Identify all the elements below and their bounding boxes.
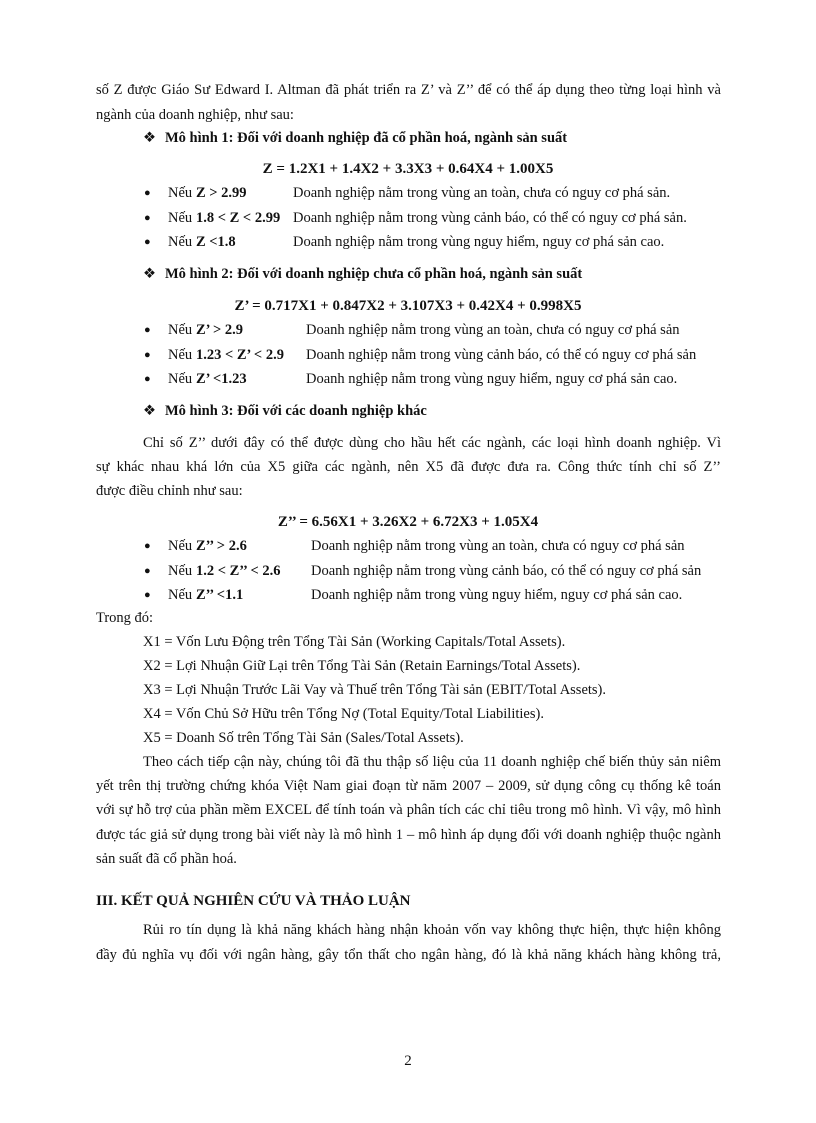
variable-definition: X3 = Lợi Nhuận Trước Lãi Vay và Thuế trên Tổng Tài sản (EBIT/Total Assets). [143, 682, 607, 698]
condition-text: Doanh nghiệp nằm trong vùng an toàn, chưa có nguy cơ phá sản. [293, 185, 671, 201]
model-2-formula: Z’ = 0.717X1 + 0.847X2 + 3.107X3 + 0.42X4 + 0.998X5 [234, 298, 582, 314]
model-2-heading-text: Mô hình 2: Đối với doanh nghiệp chưa cổ phần hoá, ngành sản suất [165, 266, 583, 282]
condition-prefix: Nếu [168, 347, 193, 363]
model-1-heading-text: Mô hình 1: Đối với doanh nghiệp đã cổ phần hoá, ngành sản suất [165, 130, 568, 146]
condition-prefix: Nếu [168, 322, 193, 338]
diamond-bullet-icon: ❖ [143, 403, 156, 419]
model-2-heading [143, 264, 768, 284]
condition-expression: Z’ > 2.9 [196, 322, 244, 338]
bullet-icon: ● [144, 540, 151, 552]
condition-expression: 1.2 < Z’’ < 2.6 [196, 563, 281, 579]
section-3-line-2: đầy đủ nghĩa vụ đối với ngân hàng, gây tổn thất cho ngân hàng, đó là khả năng khách hàng không trả, [96, 947, 721, 963]
condition-prefix: Nếu [168, 587, 193, 603]
bullet-icon: ● [144, 324, 151, 336]
bullet-icon: ● [144, 589, 151, 601]
bullet-icon: ● [144, 565, 151, 577]
diamond-bullet-icon: ❖ [143, 266, 156, 282]
section-3-heading: III. KẾT QUẢ NGHIÊN CỨU VÀ THẢO LUẬN [96, 893, 411, 909]
model-3-formula: Z’’ = 6.56X1 + 3.26X2 + 6.72X3 + 1.05X4 [277, 514, 539, 530]
condition-text: Doanh nghiệp nằm trong vùng an toàn, chưa có nguy cơ phá sản [311, 538, 685, 554]
condition-prefix: Nếu [168, 371, 193, 387]
model-3-paragraph-line-2: sự khác nhau khá lớn của X5 giữa các ngành, nên X5 đã được đưa ra. Công thức tính chỉ số Z’’ [96, 459, 721, 475]
bullet-icon: ● [144, 187, 151, 199]
bullet-icon: ● [144, 373, 151, 385]
approach-line-3: với sự hỗ trợ của phần mềm EXCEL để tính toán và phân tích các chỉ tiêu trong mô hình. Vì vậy, mô hình [96, 802, 721, 818]
model-1-heading [143, 128, 768, 148]
condition-prefix: Nếu [168, 538, 193, 554]
condition-expression: Z’ <1.23 [196, 371, 247, 387]
condition-prefix: Nếu [168, 563, 193, 579]
condition-text: Doanh nghiệp nằm trong vùng cảnh báo, có thể có nguy cơ phá sản. [293, 210, 687, 226]
bullet-icon: ● [144, 212, 151, 224]
model-3-heading [143, 401, 768, 421]
approach-line-1: Theo cách tiếp cận này, chúng tôi đã thu thập số liệu của 11 doanh nghiệp chế biến thủy sản niêm [143, 754, 721, 770]
bullet-icon: ● [144, 349, 151, 361]
condition-expression: Z’’ <1.1 [196, 587, 244, 603]
approach-line-2: yết trên thị trường chứng khóa Việt Nam giai đoạn từ năm 2007 – 2009, sử dụng công cụ thống kê toán [96, 778, 721, 794]
condition-prefix: Nếu [168, 234, 193, 250]
variable-definition: X2 = Lợi Nhuận Giữ Lại trên Tổng Tài Sản (Retain Earnings/Total Assets). [143, 658, 581, 674]
condition-expression: Z > 2.99 [196, 185, 247, 201]
section-3-line-1: Rủi ro tín dụng là khả năng khách hàng nhận khoản vốn vay không thực hiện, thực hiện không [143, 922, 721, 938]
model-1-formula: Z = 1.2X1 + 1.4X2 + 3.3X3 + 0.64X4 + 1.00X5 [262, 161, 554, 177]
model-3-paragraph-line-1: Chỉ số Z’’ dưới đây có thể được dùng cho hầu hết các ngành, các loại hình doanh nghiệp. Vì [143, 435, 721, 451]
condition-expression: Z’’ > 2.6 [196, 538, 247, 554]
variable-definition: X5 = Doanh Số trên Tổng Tài Sản (Sales/Total Assets). [143, 730, 464, 746]
model-3-heading-text: Mô hình 3: Đối với các doanh nghiệp khác [165, 403, 427, 419]
approach-line-4: được tác giả sử dụng trong bài viết này là mô hình 1 – mô hình áp dụng đối với doanh nghiệp thuộc ngành [96, 827, 721, 843]
condition-text: Doanh nghiệp nằm trong vùng nguy hiểm, nguy cơ phá sản cao. [293, 234, 665, 250]
condition-text: Doanh nghiệp nằm trong vùng nguy hiểm, nguy cơ phá sản cao. [311, 587, 683, 603]
condition-text: Doanh nghiệp nằm trong vùng an toàn, chưa có nguy cơ phá sản [306, 322, 680, 338]
condition-prefix: Nếu [168, 185, 193, 201]
variable-definition: X4 = Vốn Chủ Sở Hữu trên Tổng Nợ (Total Equity/Total Liabilities). [143, 706, 544, 722]
condition-text: Doanh nghiệp nằm trong vùng cảnh báo, có thể có nguy cơ phá sản [306, 347, 697, 363]
diamond-bullet-icon: ❖ [143, 130, 156, 146]
intro-line-1: số Z được Giáo Sư Edward I. Altman đã phát triển ra Z’ và Z’’ để có thể áp dụng theo từng loại hình và [96, 82, 721, 98]
condition-text: Doanh nghiệp nằm trong vùng cảnh báo, có thể có nguy cơ phá sản [311, 563, 702, 579]
variables-label: Trong đó: [96, 610, 154, 626]
page-number: 2 [404, 1053, 412, 1069]
condition-expression: Z <1.8 [196, 234, 236, 250]
approach-line-5: sản suất đã cổ phần hoá. [96, 851, 237, 867]
condition-expression: 1.23 < Z’ < 2.9 [196, 347, 284, 363]
condition-text: Doanh nghiệp nằm trong vùng nguy hiểm, nguy cơ phá sản cao. [306, 371, 678, 387]
condition-prefix: Nếu [168, 210, 193, 226]
bullet-icon: ● [144, 236, 151, 248]
intro-line-2: ngành của doanh nghiệp, như sau: [96, 107, 294, 123]
model-3-paragraph-line-3: được điều chỉnh như sau: [96, 483, 243, 499]
condition-expression: 1.8 < Z < 2.99 [196, 210, 281, 226]
variable-definition: X1 = Vốn Lưu Động trên Tổng Tài Sản (Working Capitals/Total Assets). [143, 634, 566, 650]
